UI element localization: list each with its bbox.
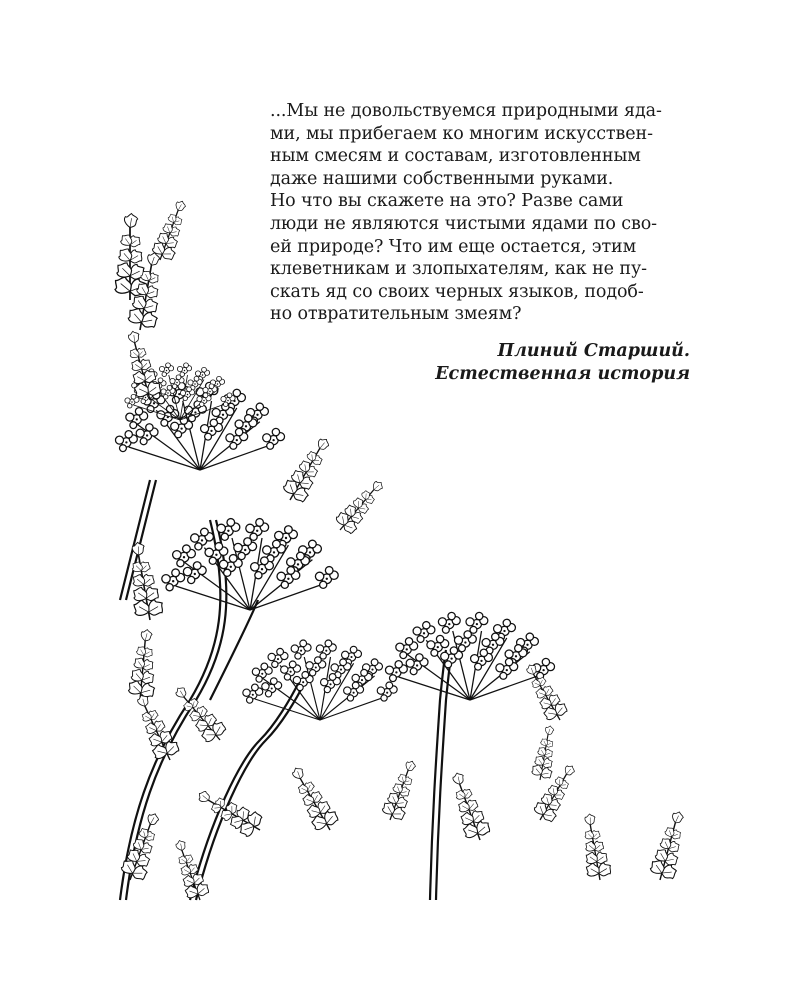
- quote-line: даже нашими собственными руками.: [270, 168, 614, 189]
- quote-line: Но что вы скажете на это? Разве сами: [270, 191, 624, 212]
- flower-heads: [115, 363, 554, 720]
- epigraph: [270, 100, 700, 385]
- quote-line: ей природе? Что им еще остается, этим: [270, 236, 637, 257]
- quote-line: ...Мы не довольствуемся природными яда-: [270, 101, 662, 121]
- quote-line: клеветникам и злопыхателям, как не пу-: [270, 259, 647, 280]
- attribution: [270, 340, 700, 385]
- quote-line: ным смесям и составам, изготовленным: [270, 146, 641, 167]
- quote-author: Плиний Старший.: [497, 340, 690, 361]
- quote-line: скать яд со своих черных языков, подоб-: [270, 281, 644, 302]
- quote-line: люди не являются чистыми ядами по сво-: [270, 213, 657, 234]
- quote-source-work: Естественная история: [435, 363, 690, 384]
- quote-line: ми, мы прибегаем ко многим искусствен-: [270, 123, 653, 144]
- quote-line: но отвратительным змеям?: [270, 304, 522, 325]
